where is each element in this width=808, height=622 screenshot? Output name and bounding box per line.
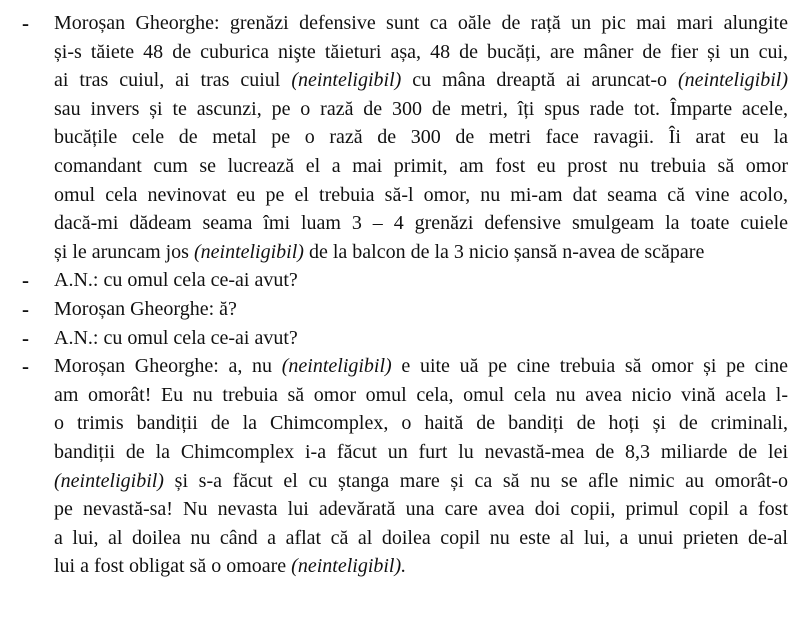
text-segment: bandiții de la Chimcomplex i-a făcut un furt lu nevastă-mea de 8,3 miliarde de lei <box>54 440 788 463</box>
text-line <box>54 552 788 581</box>
text-segment: Moroșan Gheorghe: ă? <box>54 297 237 320</box>
transcript-entry <box>0 295 788 324</box>
text-segment: e uite uă pe cine trebuia să omor și pe cine <box>391 355 788 378</box>
text-line <box>54 238 788 267</box>
text-line <box>54 95 788 124</box>
transcript-entry <box>0 352 788 581</box>
text-line <box>54 181 788 210</box>
bullet-dash: - <box>22 325 29 350</box>
text-line <box>54 324 788 353</box>
text-line <box>54 66 788 95</box>
text-segment: Moroșan Gheorghe: grenăzi defensive sunt ca oăle de rață un pic mai mari alungite <box>54 12 788 34</box>
text-segment: pe nevastă-sa! Nu nevasta lui adevărată una care avea doi copii, primul copil a fost <box>54 498 788 521</box>
text-segment: am omorât! Eu nu trebuia să omor omul cela, omul cela nu avea nicio vină acela l- <box>54 383 788 406</box>
transcript-entry <box>0 9 788 266</box>
text-segment: de la balcon de la 3 nicio șansă n-avea de scăpare <box>303 240 705 263</box>
text-line <box>54 495 788 524</box>
text-line <box>54 409 788 438</box>
text-line <box>54 438 788 467</box>
text-segment: cu mâna dreaptă ai aruncat-o <box>401 69 679 92</box>
text-line <box>54 152 788 181</box>
text-line <box>54 381 788 410</box>
text-segment: comandant cum se lucrează el a mai primit, am fost eu prost nu trebuia să omor <box>54 154 788 177</box>
italic-annotation: (neinteligibil) <box>291 69 402 92</box>
entry-text <box>54 266 788 295</box>
bullet-dash: - <box>22 268 29 293</box>
bullet-dash: - <box>22 354 29 379</box>
text-segment: sau invers și te ascunzi, pe o rază de 300 de metri, îți spus rade tot. Împarte acele, <box>54 97 788 120</box>
text-segment: a lui, al doilea nu când a aflat că al doilea copil nu este al lui, a unui prieten de-al <box>54 526 788 549</box>
text-segment: și-s tăiete 48 de cuburica nişte tăieturi așa, 48 de bucăți, are mâner de fier și un cui, <box>54 40 788 63</box>
transcript-entry <box>0 266 788 295</box>
text-line <box>54 524 788 553</box>
text-line <box>54 467 788 496</box>
transcript-entry <box>0 324 788 353</box>
italic-annotation: (neinteligibil) <box>54 469 164 492</box>
text-line <box>54 352 788 381</box>
text-line <box>54 266 788 295</box>
bullet-dash: - <box>22 296 29 321</box>
text-line <box>54 38 788 67</box>
text-segment: dacă-mi dădeam seama îmi luam 3 – 4 grenăzi defensive smulgeam la toate cuiele <box>54 212 788 235</box>
italic-annotation: (neinteligibil) <box>281 355 392 378</box>
entry-text <box>54 295 788 324</box>
entry-text <box>54 9 788 266</box>
italic-annotation: (neinteligibil) <box>678 69 788 92</box>
text-line <box>54 123 788 152</box>
text-line <box>54 209 788 238</box>
text-segment: și le aruncam jos <box>54 240 194 263</box>
text-segment: Moroșan Gheorghe: a, nu <box>54 355 282 378</box>
text-segment: bucățile cele de metal pe o rază de 300 de metri face ravagii. Îi arat eu la <box>54 126 788 149</box>
text-segment: o trimis bandiții de la Chimcomplex, o haită de bandiți de hoți și de criminali, <box>54 412 788 435</box>
italic-annotation: (neinteligibil) <box>193 240 304 263</box>
text-line <box>54 9 788 38</box>
bullet-dash: - <box>22 11 29 35</box>
text-segment: A.N.: cu omul cela ce-ai avut? <box>54 269 298 292</box>
text-segment: lui a fost obligat să o omoare <box>54 555 292 578</box>
italic-annotation: (neinteligibil). <box>291 555 407 578</box>
entry-text <box>54 352 788 581</box>
text-line <box>54 295 788 324</box>
text-segment: și s-a făcut el cu ștanga mare și ca să nu se afle nimic au omorât-o <box>163 469 788 492</box>
entry-text <box>54 324 788 353</box>
text-segment: omul cela nevinovat eu pe el trebuia să-l omor, nu mi-am dat seama că vine acolo, <box>54 183 788 206</box>
text-segment: A.N.: cu omul cela ce-ai avut? <box>54 326 298 349</box>
text-segment: ai tras cuiul, ai tras cuiul <box>54 69 292 92</box>
